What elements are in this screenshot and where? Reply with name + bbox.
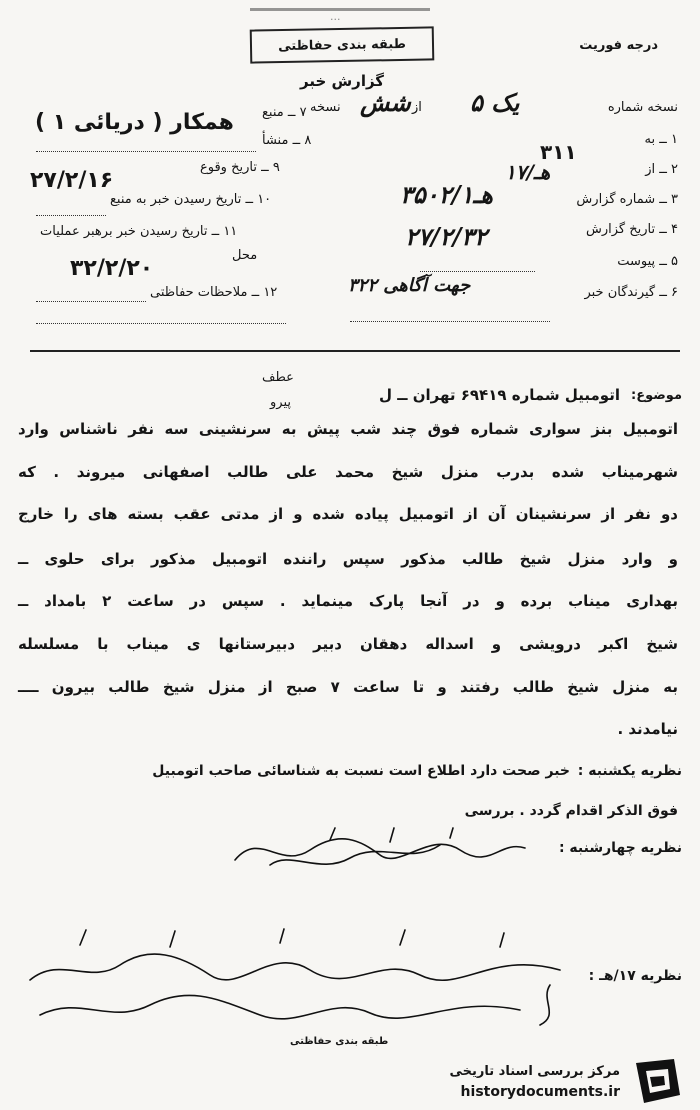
received-by-source-dots bbox=[36, 214, 106, 216]
followup-label: پیرو bbox=[270, 395, 291, 410]
subject-text: اتومبیل شماره ۶۹۴۱۹ تهران ــ ل bbox=[378, 386, 620, 404]
field-place-value: ۳۲/۲/۲۰ bbox=[70, 256, 154, 281]
copy-number-value: ۵ یک bbox=[470, 88, 520, 117]
note-wednesday-label: نظریه چهارشنبه : bbox=[558, 840, 682, 856]
body-line: اتومبیل بنز سواری شماره فوق چند شب پیش به سرنشینی سه نفر ناشناس وارد bbox=[18, 420, 678, 438]
note-sunday-label: نظریه یکشنبه : bbox=[577, 763, 682, 779]
field-to-label: ۱ ــ به bbox=[644, 132, 678, 147]
classification-stamp bbox=[250, 26, 435, 63]
attachment-dots bbox=[420, 270, 535, 272]
field-attachment-label: ۵ ــ پیوست bbox=[617, 254, 678, 269]
field-received-by-ops-label: ۱۱ ــ تاریخ رسیدن خبر برهبر عملیات bbox=[40, 224, 238, 239]
field-place-label: محل bbox=[232, 248, 258, 263]
report-title: گزارش خبر bbox=[300, 72, 385, 90]
security-notes-dots-2 bbox=[36, 322, 286, 324]
note-sunday-text: خبر صحت دارد اطلاع است نسبت به شناسائی صاحب اتومبیل bbox=[152, 763, 570, 779]
copy-suffix-label: نسخه bbox=[310, 100, 341, 115]
field-to-value: ۳۱۱ bbox=[540, 140, 577, 164]
body-line: شهرمیناب شده بدرب منزل شیخ محمد علی طالب اصفهانی میروند . که bbox=[18, 463, 678, 481]
security-notes-dots bbox=[36, 300, 146, 302]
header-divider bbox=[30, 350, 680, 352]
recipients-dots bbox=[350, 320, 550, 322]
note-sunday-continuation: فوق الذکر اقدام گردد . بررسی bbox=[464, 803, 678, 819]
field-occurrence-date-value: ۲۷/۲/۱۶ bbox=[30, 168, 114, 193]
field-origin-label: ۸ ــ منشأ bbox=[262, 133, 312, 148]
field-received-by-source-label: ۱۰ ــ تاریخ رسیدن خبر به منبع bbox=[110, 192, 272, 207]
bottom-classification-stamp: طبقه بندی حفاظتی bbox=[290, 1036, 389, 1047]
archive-logo-icon bbox=[630, 1055, 684, 1107]
field-source-value: همکار ( دریائی ۱ ) bbox=[35, 110, 234, 135]
body-line: شیخ اکبر درویشی و اسداله دهقان دبیر دبیرستانها ی میناب با مسلسله bbox=[18, 635, 678, 653]
field-from-label: ۲ ــ از bbox=[645, 162, 678, 177]
signature-scribble bbox=[230, 820, 530, 880]
classification-stamp-text: طبقه بندی حفاظتی bbox=[278, 36, 407, 54]
field-report-date-label: ۴ ــ تاریخ گزارش bbox=[586, 222, 678, 237]
field-recipients-value: ۳۲۲ جهت آگاهی bbox=[348, 275, 471, 296]
body-line: دو نفر از سرنشینان آن از اتومبیل پیاده شده و از مدتی عقب بسته های را خارج bbox=[18, 505, 678, 523]
body-line: و وارد منزل شیخ طالب مذکور سپس راننده اتومبیل مذکور برای حلوی ــ bbox=[18, 550, 678, 568]
watermark-title: مرکز بررسی اسناد تاریخی bbox=[449, 1064, 620, 1079]
stamp-top-text: ... bbox=[330, 10, 341, 23]
field-report-date-value: ۲۷/۲/۳۲ bbox=[405, 222, 487, 251]
handwritten-note bbox=[20, 925, 580, 1035]
copy-total-value: شش bbox=[360, 88, 411, 117]
field-occurrence-date-label: ۹ ــ تاریخ وقوع bbox=[200, 160, 280, 175]
field-security-notes-label: ۱۲ ــ ملاحظات حفاظتی bbox=[150, 285, 278, 300]
body-line: نیامدند . bbox=[617, 720, 678, 738]
body-line: بهداری میناب برده و در آنجا پارک مینماید . سپس در ساعت ۲ بامداد ــ bbox=[18, 592, 678, 610]
field-recipients-label: ۶ ــ گیرندگان خبر bbox=[584, 285, 678, 300]
field-report-number-value: ۳۵۰۲/هـ۱ bbox=[400, 180, 493, 209]
copy-number-label: نسخه شماره bbox=[607, 100, 678, 115]
subject-label: موضوع: bbox=[631, 388, 682, 403]
body-line: به منزل شیخ طالب رفتند و تا ساعت ۷ صبح از منزل شیخ طالب بیرون ــــ bbox=[18, 678, 678, 696]
origin-dots bbox=[36, 150, 256, 152]
watermark-url: historydocuments.ir bbox=[460, 1084, 620, 1100]
field-source-label: ۷ ــ منبع bbox=[262, 105, 307, 120]
field-from-value: ۱۷/هـ bbox=[505, 160, 551, 184]
urgency-label: درجه فوریت bbox=[579, 38, 658, 53]
reference-label: عطف bbox=[262, 370, 294, 385]
copy-of-label: از bbox=[412, 100, 422, 115]
note-section-label: نظریه ۱۷/هـ : bbox=[588, 968, 682, 984]
field-report-number-label: ۳ ــ شماره گزارش bbox=[576, 192, 678, 207]
